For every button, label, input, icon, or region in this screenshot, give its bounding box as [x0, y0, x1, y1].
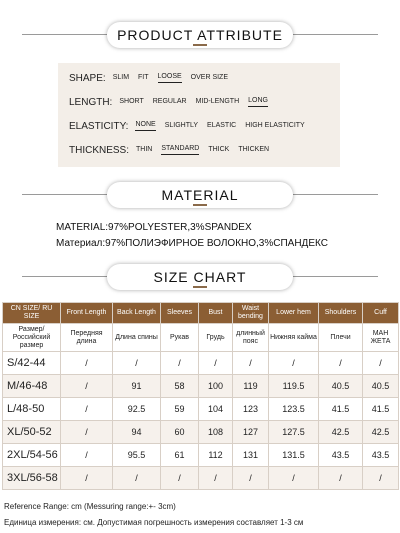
size-cell: M/46-48: [3, 375, 61, 398]
attr-row-length: [69, 94, 277, 110]
table-cell: 91: [113, 375, 161, 398]
table-header-cell-ru: Рукав: [161, 324, 199, 352]
table-header-row-ru: [3, 324, 399, 352]
attr-label: SHAPE:: [69, 72, 106, 84]
title-underline-accent: [193, 44, 207, 46]
table-cell: /: [363, 467, 399, 490]
table-header-cell: Waist bending: [233, 303, 269, 324]
table-cell: 127.5: [269, 421, 319, 444]
attr-option: SLIM: [112, 73, 130, 81]
attr-option: SLIGHTLY: [164, 121, 199, 129]
measurement-unit-note: Единица измерения: см. Допустимая погрешность измерения составляет 1-3 см: [4, 518, 304, 527]
table-cell: /: [199, 352, 233, 375]
title-underline-accent: [193, 204, 207, 206]
table-header-cell-ru: Длина спины: [113, 324, 161, 352]
table-row: [3, 398, 399, 421]
table-cell: 95.5: [113, 444, 161, 467]
table-cell: 43.5: [363, 444, 399, 467]
table-cell: 119: [233, 375, 269, 398]
table-cell: 59: [161, 398, 199, 421]
table-cell: /: [61, 444, 113, 467]
attr-label: LENGTH:: [69, 96, 113, 108]
table-cell: /: [363, 352, 399, 375]
table-cell: 112: [199, 444, 233, 467]
attr-label: ELASTICITY:: [69, 120, 129, 132]
divider-right: [293, 34, 378, 35]
table-cell: /: [61, 421, 113, 444]
table-row: [3, 421, 399, 444]
size-cell: 2XL/54-56: [3, 444, 61, 467]
material-title: MATERIAL: [161, 187, 239, 203]
section-title-pill: [107, 22, 293, 48]
table-row: [3, 467, 399, 490]
table-cell: /: [161, 467, 199, 490]
table-cell: 41.5: [319, 398, 363, 421]
size-cell: 3XL/56-58: [3, 467, 61, 490]
table-cell: 41.5: [363, 398, 399, 421]
divider-right: [293, 276, 378, 277]
attribute-panel: [58, 63, 340, 167]
size-table: [2, 302, 399, 490]
attr-row-thickness: [69, 142, 278, 158]
table-cell: 58: [161, 375, 199, 398]
table-cell: 108: [199, 421, 233, 444]
material-header: [0, 182, 400, 208]
size-cell: S/42-44: [3, 352, 61, 375]
attr-option: THICK: [208, 145, 230, 153]
table-header-cell: Front Length: [61, 303, 113, 324]
table-cell: /: [269, 467, 319, 490]
table-header-cell: Lower hem: [269, 303, 319, 324]
attr-option: THICKEN: [238, 145, 270, 153]
table-cell: /: [113, 467, 161, 490]
attr-option: ELASTIC: [207, 121, 237, 129]
table-cell: /: [161, 352, 199, 375]
table-cell: 42.5: [319, 421, 363, 444]
table-cell: /: [61, 398, 113, 421]
table-cell: /: [113, 352, 161, 375]
table-header-cell-ru: Плечи: [319, 324, 363, 352]
table-header-cell: CN SIZE/ RU SIZE: [3, 303, 61, 324]
size-chart-header: [0, 264, 400, 290]
product-attribute-title: PRODUCT ATTRIBUTE: [117, 27, 283, 43]
attr-option: HIGH ELASTICITY: [245, 121, 305, 129]
attr-option-selected: LOOSE: [158, 73, 182, 83]
attr-option: MID-LENGTH: [195, 97, 240, 105]
table-row: [3, 375, 399, 398]
table-row: [3, 352, 399, 375]
table-cell: 61: [161, 444, 199, 467]
size-cell: XL/50-52: [3, 421, 61, 444]
table-header-cell-ru: МАН ЖЕТА: [363, 324, 399, 352]
table-cell: 94: [113, 421, 161, 444]
table-header-cell-ru: длинный пояс: [233, 324, 269, 352]
divider-left: [22, 276, 107, 277]
table-header-cell: Shoulders: [319, 303, 363, 324]
table-header-cell-ru: Передняя длина: [61, 324, 113, 352]
table-cell: 100: [199, 375, 233, 398]
attr-option: REGULAR: [152, 97, 187, 105]
attr-option: THIN: [136, 145, 153, 153]
table-cell: 40.5: [363, 375, 399, 398]
table-cell: 60: [161, 421, 199, 444]
title-underline-accent: [193, 286, 207, 288]
table-cell: /: [269, 352, 319, 375]
divider-left: [22, 34, 107, 35]
table-cell: 104: [199, 398, 233, 421]
table-header-row: [3, 303, 399, 324]
table-cell: /: [61, 352, 113, 375]
table-cell: /: [233, 352, 269, 375]
table-cell: 123.5: [269, 398, 319, 421]
material-line-ru: Материал:97%ПОЛИЭФИРНОЕ ВОЛОКНО,3%СПАНДЕКС: [56, 238, 328, 249]
attr-row-shape: [69, 70, 237, 86]
table-header-cell: Cuff: [363, 303, 399, 324]
section-title-pill: [107, 182, 293, 208]
table-header-cell: Sleeves: [161, 303, 199, 324]
table-header-cell-ru: Грудь: [199, 324, 233, 352]
material-line-en: MATERIAL:97%POLYESTER,3%SPANDEX: [56, 222, 252, 233]
table-header-cell: Back Length: [113, 303, 161, 324]
table-cell: 42.5: [363, 421, 399, 444]
table-cell: 131.5: [269, 444, 319, 467]
size-chart-title: SIZE CHART: [153, 269, 247, 285]
table-cell: 131: [233, 444, 269, 467]
table-cell: 43.5: [319, 444, 363, 467]
size-cell: L/48-50: [3, 398, 61, 421]
table-header-cell: Bust: [199, 303, 233, 324]
product-attribute-header: [0, 22, 400, 48]
table-cell: 40.5: [319, 375, 363, 398]
divider-right: [293, 194, 378, 195]
attr-option: FIT: [138, 73, 149, 81]
attr-option-selected: LONG: [248, 97, 268, 107]
section-title-pill: [107, 264, 293, 290]
table-cell: /: [199, 467, 233, 490]
attr-option-selected: STANDARD: [161, 145, 199, 155]
table-row: [3, 444, 399, 467]
table-cell: 127: [233, 421, 269, 444]
reference-range-note: Reference Range: cm (Messuring range:+- 3cm): [4, 502, 176, 511]
table-header-cell-ru: Нижняя кайма: [269, 324, 319, 352]
attr-option-selected: NONE: [135, 121, 155, 131]
table-header-cell-ru: Размер/ Российский размер: [3, 324, 61, 352]
table-cell: 123: [233, 398, 269, 421]
table-cell: /: [233, 467, 269, 490]
table-cell: /: [319, 352, 363, 375]
table-cell: 119.5: [269, 375, 319, 398]
attr-row-elasticity: [69, 118, 314, 134]
table-cell: 92.5: [113, 398, 161, 421]
attr-label: THICKNESS:: [69, 144, 130, 156]
attr-option: SHORT: [119, 97, 144, 105]
table-cell: /: [61, 375, 113, 398]
table-cell: /: [61, 467, 113, 490]
table-cell: /: [319, 467, 363, 490]
attr-option: OVER SIZE: [190, 73, 228, 81]
divider-left: [22, 194, 107, 195]
